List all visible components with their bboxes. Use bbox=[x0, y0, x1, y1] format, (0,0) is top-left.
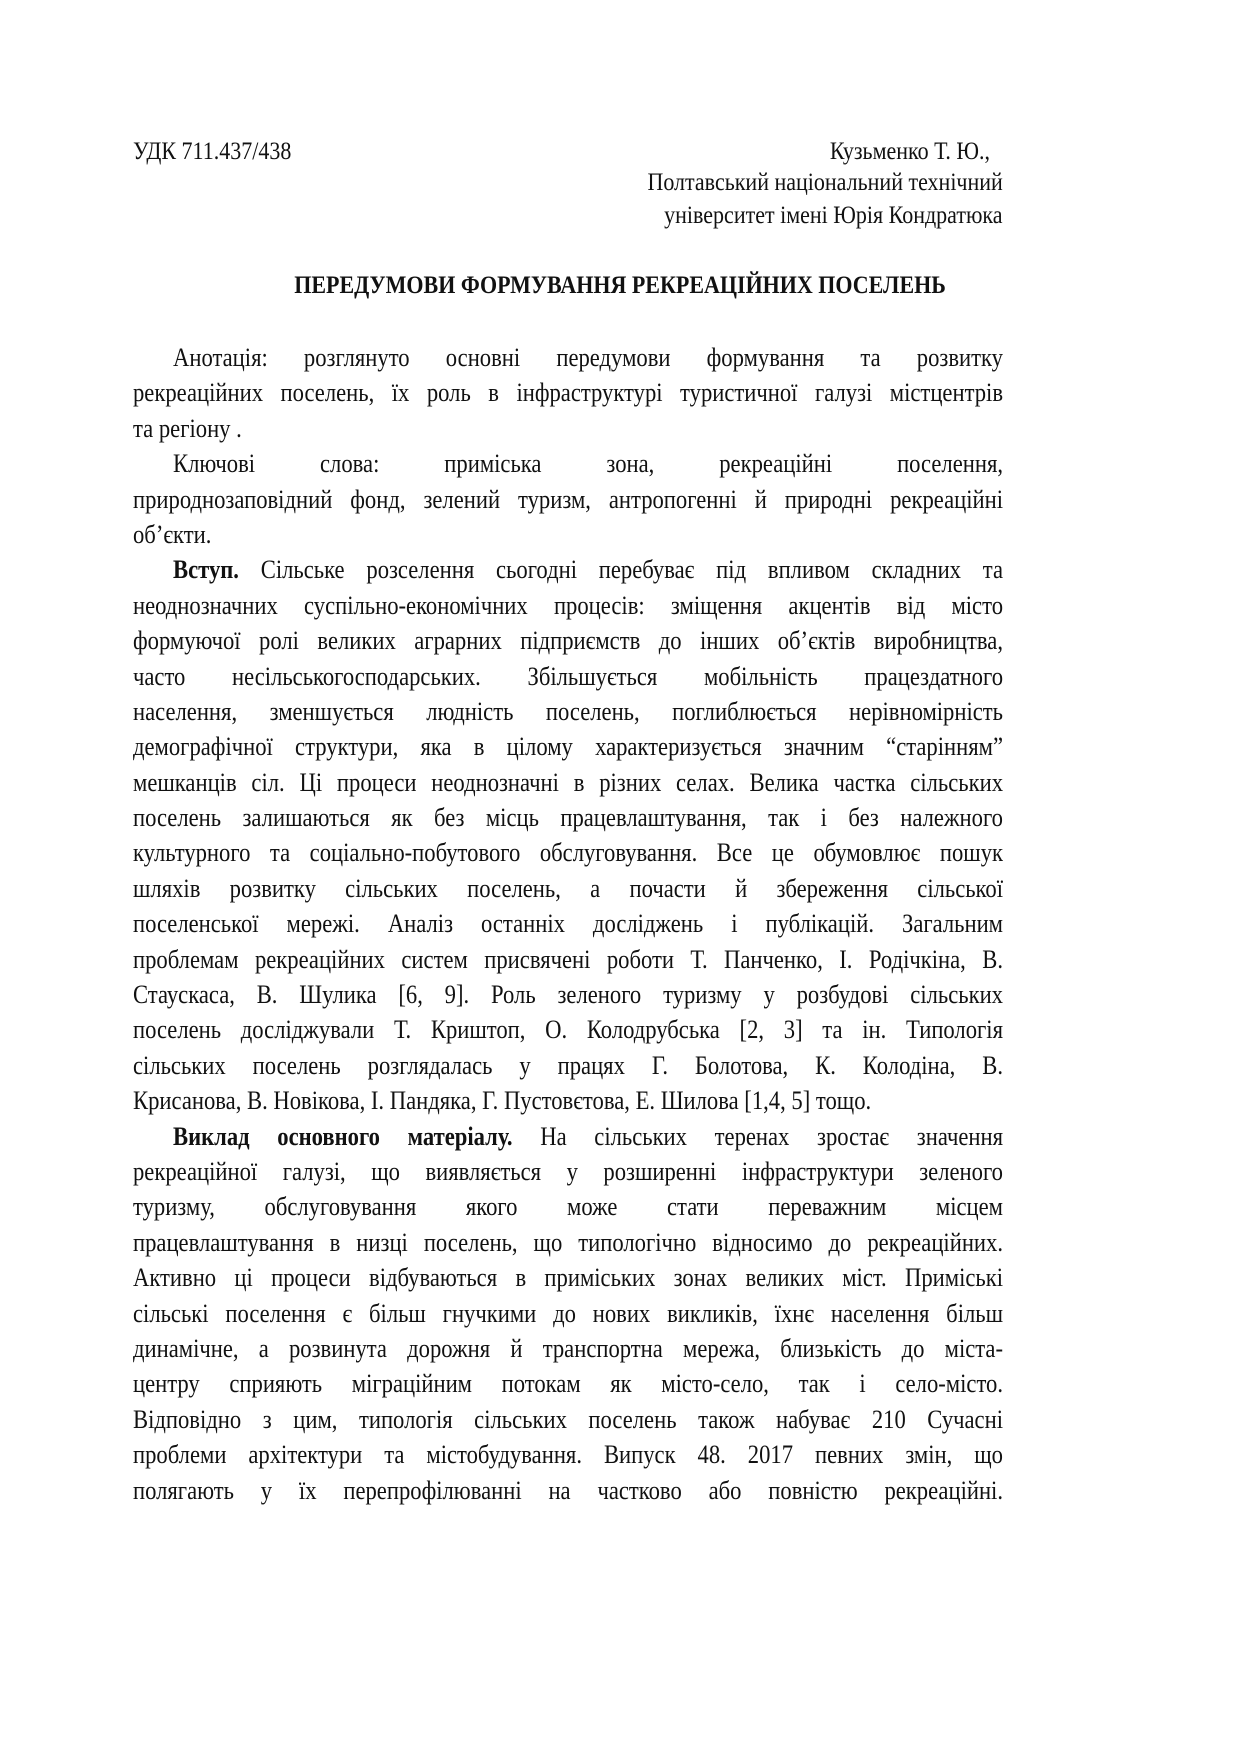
udc-code: УДК 711.437/438 bbox=[133, 138, 292, 165]
line-text: полягають у їх перепрофілюванні на частково або повністю рекреаційні. bbox=[133, 1475, 1003, 1505]
text-line bbox=[133, 446, 1003, 481]
line-text: формуючої ролі великих аграрних підприємств до інших об’єктів виробництва, bbox=[133, 626, 1003, 656]
text-line bbox=[133, 1296, 1003, 1331]
author-name: Кузьменко Т. Ю., bbox=[829, 138, 990, 165]
line-text: рекреаційних поселень, їх роль в інфраструктурі туристичної галузі містцентрів bbox=[133, 378, 1003, 408]
line-text: рекреаційної галузі, що виявляється у розширенні інфраструктури зеленого bbox=[133, 1156, 1003, 1186]
text-line bbox=[133, 552, 1003, 587]
line-text: неоднозначних суспільно-економічних процесів: зміщення акцентів від місто bbox=[133, 590, 1003, 620]
line-text: Активно ці процеси відбуваються в приміських зонах великих міст. Приміські bbox=[133, 1263, 1003, 1293]
line-text: мешканців сіл. Ці процеси неоднозначні в різних селах. Велика частка сільських bbox=[133, 767, 1003, 797]
text-line bbox=[133, 1331, 1003, 1366]
text-line bbox=[133, 765, 1003, 800]
line-text: поселень залишаються як без місць працевлаштування, так і без належного bbox=[133, 803, 1003, 833]
affiliation-line-1: Полтавський національний технічний bbox=[647, 169, 1003, 196]
text-line bbox=[133, 1473, 1003, 1508]
text-line bbox=[133, 1119, 1003, 1154]
text-line bbox=[133, 1366, 1003, 1401]
article-body bbox=[133, 340, 1003, 1508]
text-line bbox=[133, 1154, 1003, 1189]
paragraph bbox=[133, 446, 1003, 552]
text-line bbox=[133, 942, 1003, 977]
line-text: природнозаповідний фонд, зелений туризм, антропогенні й природні рекреаційні bbox=[133, 484, 1003, 514]
text-line bbox=[133, 340, 1003, 375]
text-line bbox=[133, 1437, 1003, 1472]
line-text: об’єкти. bbox=[133, 519, 212, 549]
text-line bbox=[133, 623, 1003, 658]
line-text: На сільських теренах зростає значення bbox=[512, 1121, 1003, 1151]
text-line bbox=[133, 411, 1003, 446]
line-text: сільських поселень розглядалась у працях Г. Болотова, К. Колодіна, В. bbox=[133, 1050, 1003, 1080]
line-text: Крисанова, В. Новікова, І. Пандяка, Г. Пустовєтова, Е. Шилова [1,4, 5] тощо. bbox=[133, 1086, 872, 1116]
text-line bbox=[133, 871, 1003, 906]
line-text: туризму, обслуговування якого може стати переважним місцем bbox=[133, 1192, 1003, 1222]
line-text: часто несільськогосподарських. Збільшується мобільність працездатного bbox=[133, 661, 1003, 691]
paragraph bbox=[133, 340, 1003, 446]
text-line bbox=[133, 729, 1003, 764]
text-line bbox=[133, 1225, 1003, 1260]
line-text: Відповідно з цим, типологія сільських поселень також набуває 210 Сучасні bbox=[133, 1404, 1003, 1434]
text-line bbox=[133, 659, 1003, 694]
text-line bbox=[133, 1402, 1003, 1437]
affiliation-line-2: університет імені Юрія Кондратюка bbox=[664, 202, 1003, 229]
line-text: поселень досліджували Т. Криштоп, О. Колодрубська [2, 3] та ін. Типологія bbox=[133, 1015, 1003, 1045]
article-title: ПЕРЕДУМОВИ ФОРМУВАННЯ РЕКРЕАЦІЙНИХ ПОСЕЛЕНЬ bbox=[294, 272, 946, 299]
line-text: демографічної структури, яка в цілому характеризується значним “старінням” bbox=[133, 732, 1003, 762]
text-line bbox=[133, 482, 1003, 517]
line-text: поселенської мережі. Аналіз останніх досліджень і публікацій. Загальним bbox=[133, 909, 1003, 939]
text-line bbox=[133, 800, 1003, 835]
line-text: населення, зменшується людність поселень, поглиблюється нерівномірність bbox=[133, 696, 1003, 726]
section-heading: Вступ. bbox=[173, 555, 239, 585]
text-line bbox=[133, 1048, 1003, 1083]
line-text: проблемам рекреаційних систем присвячені роботи Т. Панченко, І. Родічкіна, В. bbox=[133, 944, 1003, 974]
text-line bbox=[133, 1083, 1003, 1118]
text-line bbox=[133, 694, 1003, 729]
text-line bbox=[133, 588, 1003, 623]
line-text: Стаускаса, В. Шулика [6, 9]. Роль зеленого туризму у розбудові сільських bbox=[133, 980, 1003, 1010]
text-line bbox=[133, 1189, 1003, 1224]
line-text: Ключові слова: приміська зона, рекреаційні поселення, bbox=[173, 449, 1003, 479]
line-text: Анотація: розглянуто основні передумови формування та розвитку bbox=[173, 343, 1003, 372]
line-text: сільські поселення є більш гнучкими до нових викликів, їхнє населення більш bbox=[133, 1298, 1003, 1328]
text-line bbox=[133, 906, 1003, 941]
paragraph bbox=[133, 1119, 1003, 1508]
line-text: проблеми архітектури та містобудування. Випуск 48. 2017 певних змін, що bbox=[133, 1440, 1003, 1470]
text-line bbox=[133, 517, 1003, 552]
text-line bbox=[133, 835, 1003, 870]
text-line bbox=[133, 977, 1003, 1012]
section-heading: Виклад основного матеріалу. bbox=[173, 1121, 513, 1151]
line-text: центру сприяють міграційним потокам як місто-село, так і село-місто. bbox=[133, 1369, 1003, 1399]
line-text: та регіону . bbox=[133, 413, 242, 443]
line-text: Сільське розселення сьогодні перебуває під впливом складних та bbox=[238, 555, 1004, 585]
line-text: шляхів розвитку сільських поселень, а почасти й збереження сільської bbox=[133, 873, 1003, 903]
line-text: динамічне, а розвинута дорожня й транспортна мережа, близькість до міста- bbox=[133, 1333, 1003, 1363]
text-line bbox=[133, 1260, 1003, 1295]
line-text: культурного та соціально-побутового обслуговування. Все це обумовлює пошук bbox=[133, 838, 1003, 868]
paragraph bbox=[133, 552, 1003, 1118]
text-line bbox=[133, 375, 1003, 410]
text-line bbox=[133, 1012, 1003, 1047]
line-text: працевлаштування в низці поселень, що типологічно відносимо до рекреаційних. bbox=[133, 1227, 1003, 1257]
